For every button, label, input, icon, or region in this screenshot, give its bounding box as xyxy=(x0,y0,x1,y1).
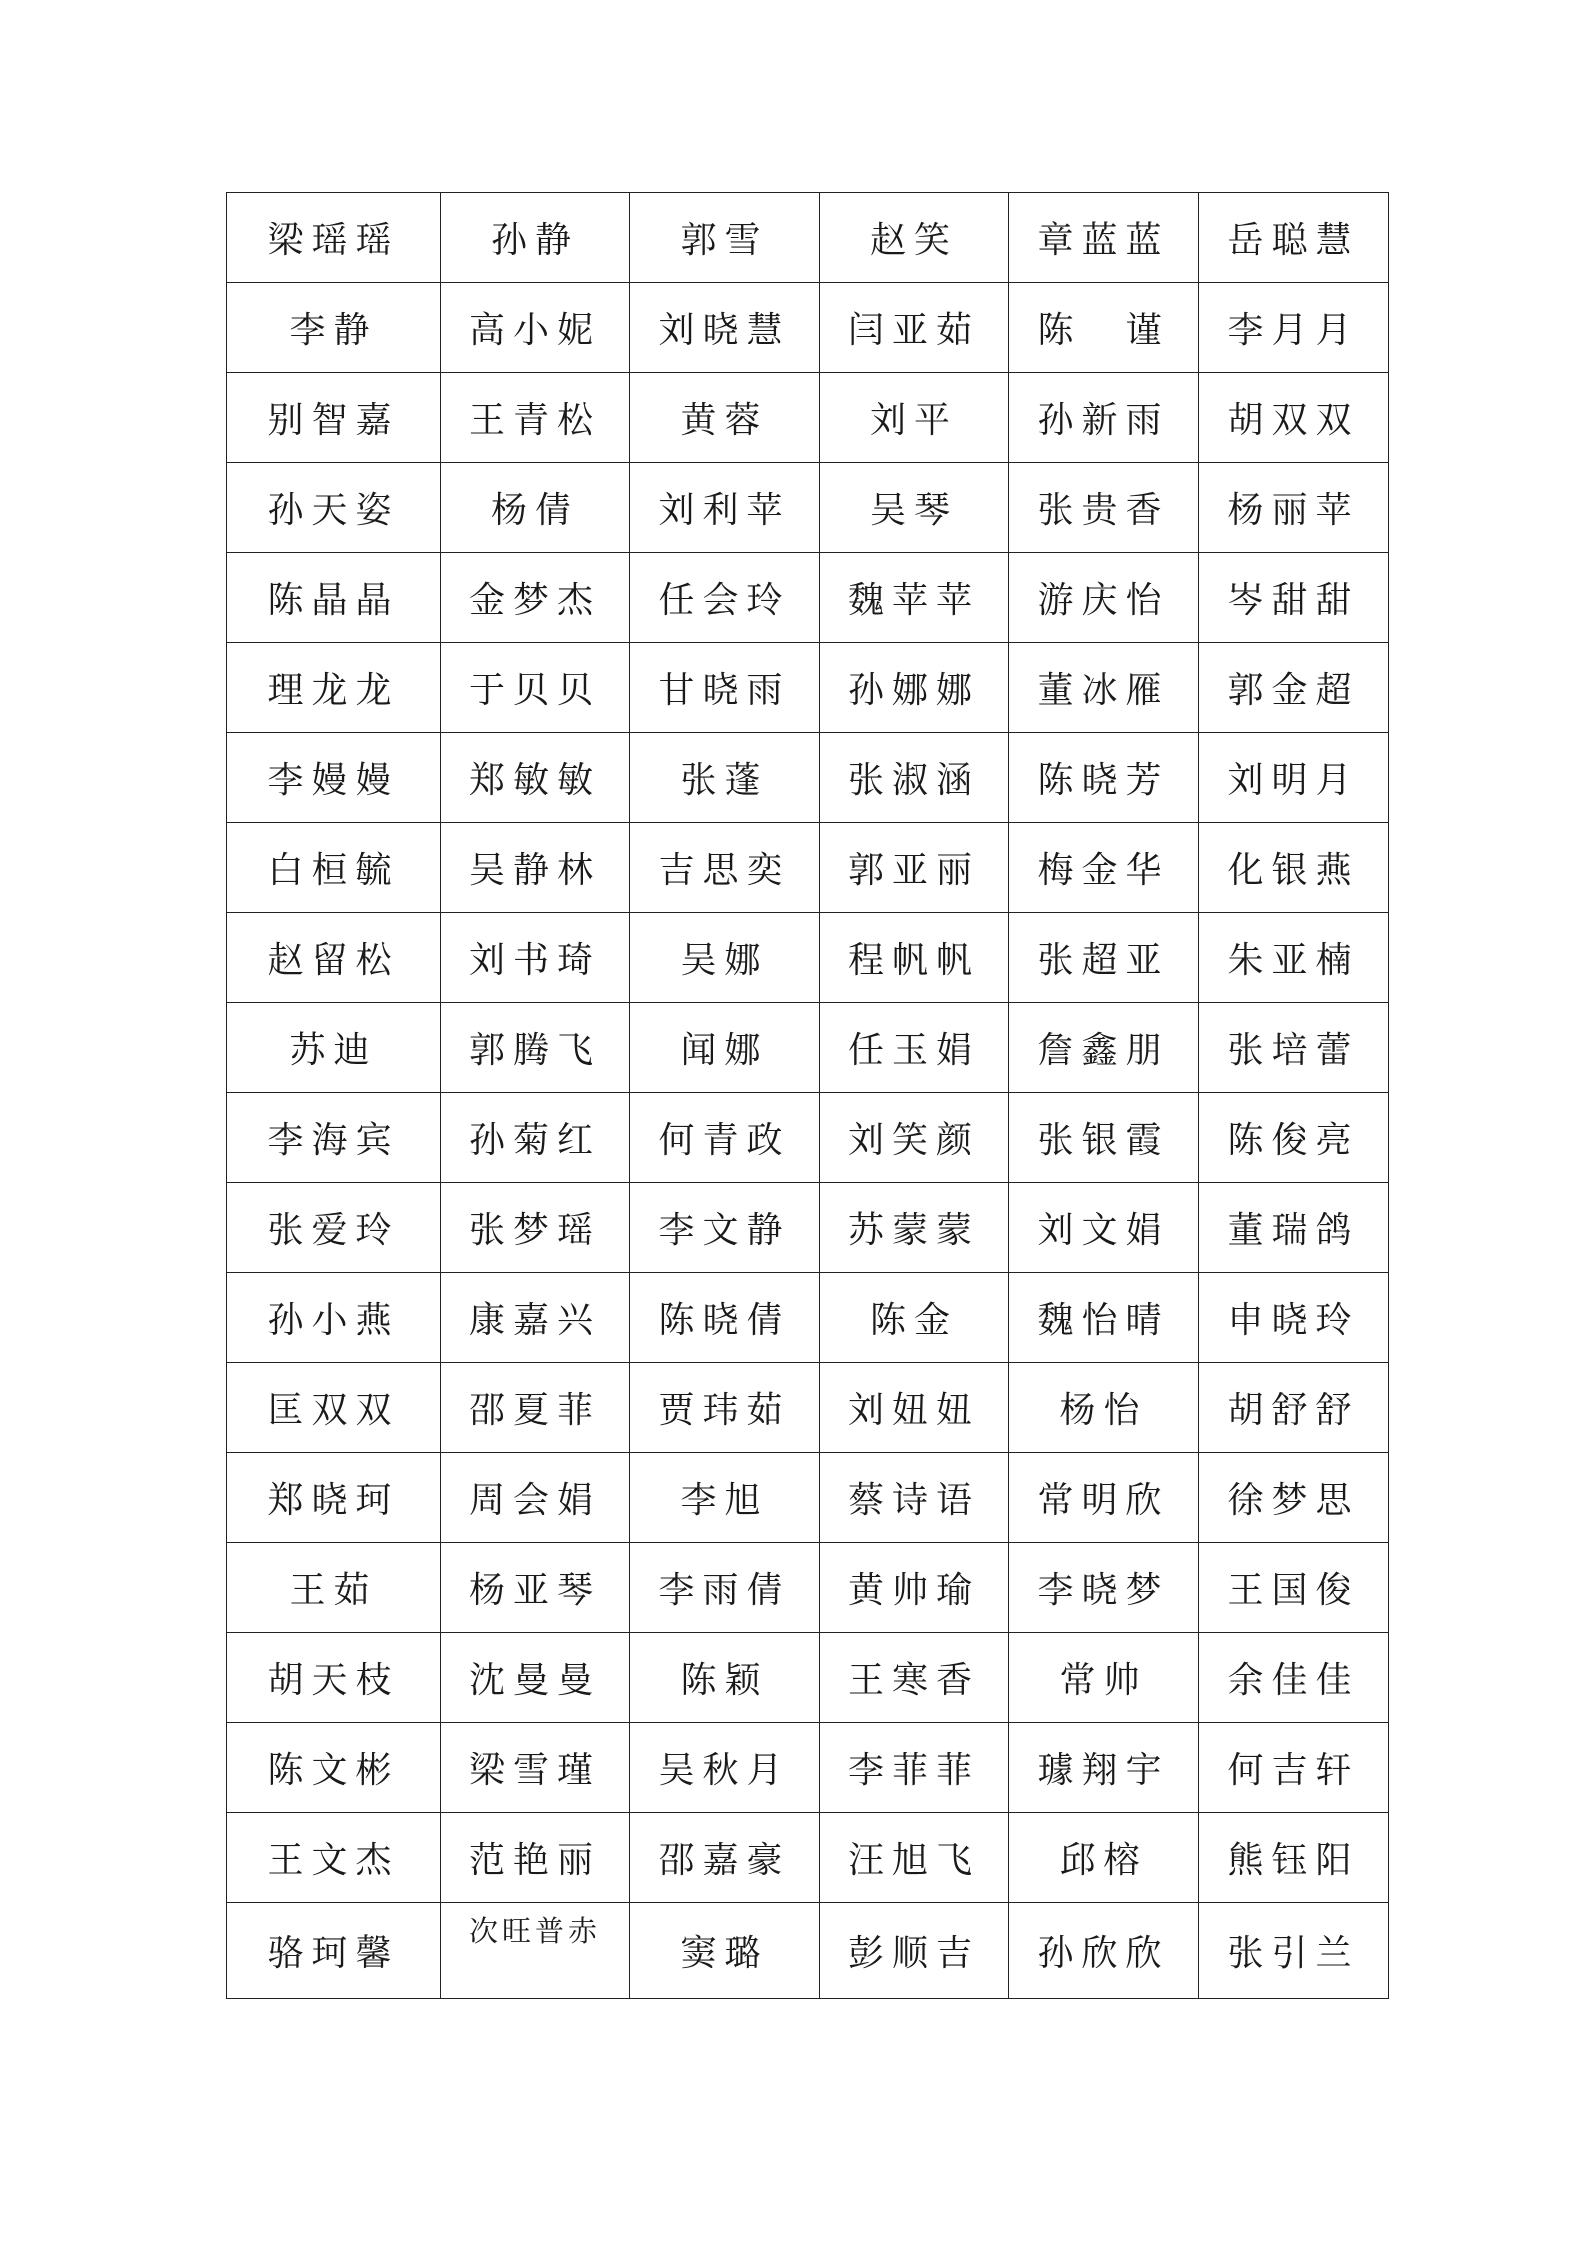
name-cell: 孙新雨 xyxy=(1009,373,1199,463)
name-cell: 杨怡 xyxy=(1009,1363,1199,1453)
name-cell: 陈俊亮 xyxy=(1199,1093,1389,1183)
name-cell: 胡天枝 xyxy=(227,1633,441,1723)
name-cell: 何吉轩 xyxy=(1199,1723,1389,1813)
table-row xyxy=(227,1273,1389,1363)
name-cell: 金梦杰 xyxy=(441,553,630,643)
name-cell: 张引兰 xyxy=(1199,1903,1389,1999)
name-cell: 苏迪 xyxy=(227,1003,441,1093)
name-cell: 黄蓉 xyxy=(630,373,820,463)
name-cell: 朱亚楠 xyxy=(1199,913,1389,1003)
name-cell: 王文杰 xyxy=(227,1813,441,1903)
name-cell: 郑敏敏 xyxy=(441,733,630,823)
name-cell: 杨丽苹 xyxy=(1199,463,1389,553)
name-cell: 岑甜甜 xyxy=(1199,553,1389,643)
name-cell: 郭腾飞 xyxy=(441,1003,630,1093)
name-cell: 彭顺吉 xyxy=(820,1903,1009,1999)
name-cell: 常帅 xyxy=(1009,1633,1199,1723)
name-cell: 邵夏菲 xyxy=(441,1363,630,1453)
name-cell: 张蓬 xyxy=(630,733,820,823)
name-cell: 陈文彬 xyxy=(227,1723,441,1813)
name-cell: 刘平 xyxy=(820,373,1009,463)
name-cell: 高小妮 xyxy=(441,283,630,373)
table-row xyxy=(227,1543,1389,1633)
name-cell: 刘笑颜 xyxy=(820,1093,1009,1183)
name-cell: 骆珂馨 xyxy=(227,1903,441,1999)
name-cell: 甘晓雨 xyxy=(630,643,820,733)
table-row xyxy=(227,1633,1389,1723)
name-cell: 理龙龙 xyxy=(227,643,441,733)
name-cell: 董瑞鸽 xyxy=(1199,1183,1389,1273)
name-cell: 何青政 xyxy=(630,1093,820,1183)
name-cell: 刘晓慧 xyxy=(630,283,820,373)
name-cell: 化银燕 xyxy=(1199,823,1389,913)
name-cell: 黄帅瑜 xyxy=(820,1543,1009,1633)
table-row xyxy=(227,463,1389,553)
name-cell: 璩翔宇 xyxy=(1009,1723,1199,1813)
name-cell: 吉思奕 xyxy=(630,823,820,913)
table-row xyxy=(227,283,1389,373)
name-cell: 闻娜 xyxy=(630,1003,820,1093)
name-cell: 张超亚 xyxy=(1009,913,1199,1003)
name-cell: 沈曼曼 xyxy=(441,1633,630,1723)
name-cell: 杨倩 xyxy=(441,463,630,553)
name-cell: 李旭 xyxy=(630,1453,820,1543)
name-cell: 梁瑶瑶 xyxy=(227,193,441,283)
name-cell: 苏蒙蒙 xyxy=(820,1183,1009,1273)
name-cell: 刘明月 xyxy=(1199,733,1389,823)
table-row xyxy=(227,643,1389,733)
name-cell: 岳聪慧 xyxy=(1199,193,1389,283)
table-row xyxy=(227,1813,1389,1903)
name-cell: 李文静 xyxy=(630,1183,820,1273)
name-cell: 郑晓珂 xyxy=(227,1453,441,1543)
name-cell: 陈晶晶 xyxy=(227,553,441,643)
table-row xyxy=(227,733,1389,823)
name-cell: 李晓梦 xyxy=(1009,1543,1199,1633)
name-cell: 邵嘉豪 xyxy=(630,1813,820,1903)
name-cell: 别智嘉 xyxy=(227,373,441,463)
name-cell: 张银霞 xyxy=(1009,1093,1199,1183)
name-cell: 李海宾 xyxy=(227,1093,441,1183)
name-cell: 余佳佳 xyxy=(1199,1633,1389,1723)
name-cell: 吴娜 xyxy=(630,913,820,1003)
name-cell: 梅金华 xyxy=(1009,823,1199,913)
name-cell: 胡舒舒 xyxy=(1199,1363,1389,1453)
name-cell: 孙天姿 xyxy=(227,463,441,553)
name-cell: 魏苹苹 xyxy=(820,553,1009,643)
name-cell: 康嘉兴 xyxy=(441,1273,630,1363)
name-cell: 范艳丽 xyxy=(441,1813,630,1903)
name-cell: 陈 谨 xyxy=(1009,283,1199,373)
name-cell: 孙静 xyxy=(441,193,630,283)
name-cell: 任会玲 xyxy=(630,553,820,643)
name-cell: 常明欣 xyxy=(1009,1453,1199,1543)
name-cell: 申晓玲 xyxy=(1199,1273,1389,1363)
name-cell: 张爱玲 xyxy=(227,1183,441,1273)
name-cell: 闫亚茹 xyxy=(820,283,1009,373)
name-cell: 熊钰阳 xyxy=(1199,1813,1389,1903)
name-cell: 邱榕 xyxy=(1009,1813,1199,1903)
name-cell: 刘文娟 xyxy=(1009,1183,1199,1273)
name-cell: 章蓝蓝 xyxy=(1009,193,1199,283)
name-cell: 陈晓芳 xyxy=(1009,733,1199,823)
table-row xyxy=(227,1003,1389,1093)
name-cell: 张贵香 xyxy=(1009,463,1199,553)
name-table xyxy=(226,192,1389,1999)
table-row xyxy=(227,1093,1389,1183)
table-row xyxy=(227,913,1389,1003)
name-cell: 次旺普赤 xyxy=(441,1903,630,1999)
name-cell: 窦璐 xyxy=(630,1903,820,1999)
name-cell: 汪旭飞 xyxy=(820,1813,1009,1903)
name-cell: 刘书琦 xyxy=(441,913,630,1003)
name-cell: 陈晓倩 xyxy=(630,1273,820,1363)
name-cell: 魏怡晴 xyxy=(1009,1273,1199,1363)
name-cell: 徐梦思 xyxy=(1199,1453,1389,1543)
name-cell: 张培蕾 xyxy=(1199,1003,1389,1093)
name-cell: 张淑涵 xyxy=(820,733,1009,823)
name-cell: 吴琴 xyxy=(820,463,1009,553)
name-cell: 赵笑 xyxy=(820,193,1009,283)
name-cell: 张梦瑶 xyxy=(441,1183,630,1273)
name-cell: 匡双双 xyxy=(227,1363,441,1453)
name-cell: 王寒香 xyxy=(820,1633,1009,1723)
name-cell: 蔡诗语 xyxy=(820,1453,1009,1543)
name-cell: 周会娟 xyxy=(441,1453,630,1543)
name-cell: 胡双双 xyxy=(1199,373,1389,463)
name-cell: 李雨倩 xyxy=(630,1543,820,1633)
name-cell: 詹鑫朋 xyxy=(1009,1003,1199,1093)
name-cell: 孙欣欣 xyxy=(1009,1903,1199,1999)
name-cell: 王国俊 xyxy=(1199,1543,1389,1633)
table-row xyxy=(227,1183,1389,1273)
name-cell: 郭亚丽 xyxy=(820,823,1009,913)
name-cell: 杨亚琴 xyxy=(441,1543,630,1633)
name-cell: 陈金 xyxy=(820,1273,1009,1363)
name-cell: 李静 xyxy=(227,283,441,373)
table-row xyxy=(227,553,1389,643)
name-cell: 梁雪瑾 xyxy=(441,1723,630,1813)
name-cell: 王茹 xyxy=(227,1543,441,1633)
name-cell: 王青松 xyxy=(441,373,630,463)
name-cell: 于贝贝 xyxy=(441,643,630,733)
table-row xyxy=(227,373,1389,463)
name-cell: 李菲菲 xyxy=(820,1723,1009,1813)
name-cell: 吴静林 xyxy=(441,823,630,913)
table-row xyxy=(227,1363,1389,1453)
name-cell: 游庆怡 xyxy=(1009,553,1199,643)
name-cell: 刘利苹 xyxy=(630,463,820,553)
name-cell: 白桓毓 xyxy=(227,823,441,913)
name-cell: 刘妞妞 xyxy=(820,1363,1009,1453)
name-cell: 吴秋月 xyxy=(630,1723,820,1813)
table-row xyxy=(227,193,1389,283)
table-row xyxy=(227,1723,1389,1813)
name-cell: 董冰雁 xyxy=(1009,643,1199,733)
name-cell: 赵留松 xyxy=(227,913,441,1003)
name-cell: 任玉娟 xyxy=(820,1003,1009,1093)
name-cell: 郭雪 xyxy=(630,193,820,283)
name-cell: 孙小燕 xyxy=(227,1273,441,1363)
name-cell: 李嫚嫚 xyxy=(227,733,441,823)
name-cell: 李月月 xyxy=(1199,283,1389,373)
name-cell: 孙菊红 xyxy=(441,1093,630,1183)
name-cell: 郭金超 xyxy=(1199,643,1389,733)
table-row xyxy=(227,823,1389,913)
name-cell: 孙娜娜 xyxy=(820,643,1009,733)
table-row xyxy=(227,1903,1389,1999)
name-cell: 陈颖 xyxy=(630,1633,820,1723)
name-cell: 程帆帆 xyxy=(820,913,1009,1003)
table-row xyxy=(227,1453,1389,1543)
name-cell: 贾玮茹 xyxy=(630,1363,820,1453)
